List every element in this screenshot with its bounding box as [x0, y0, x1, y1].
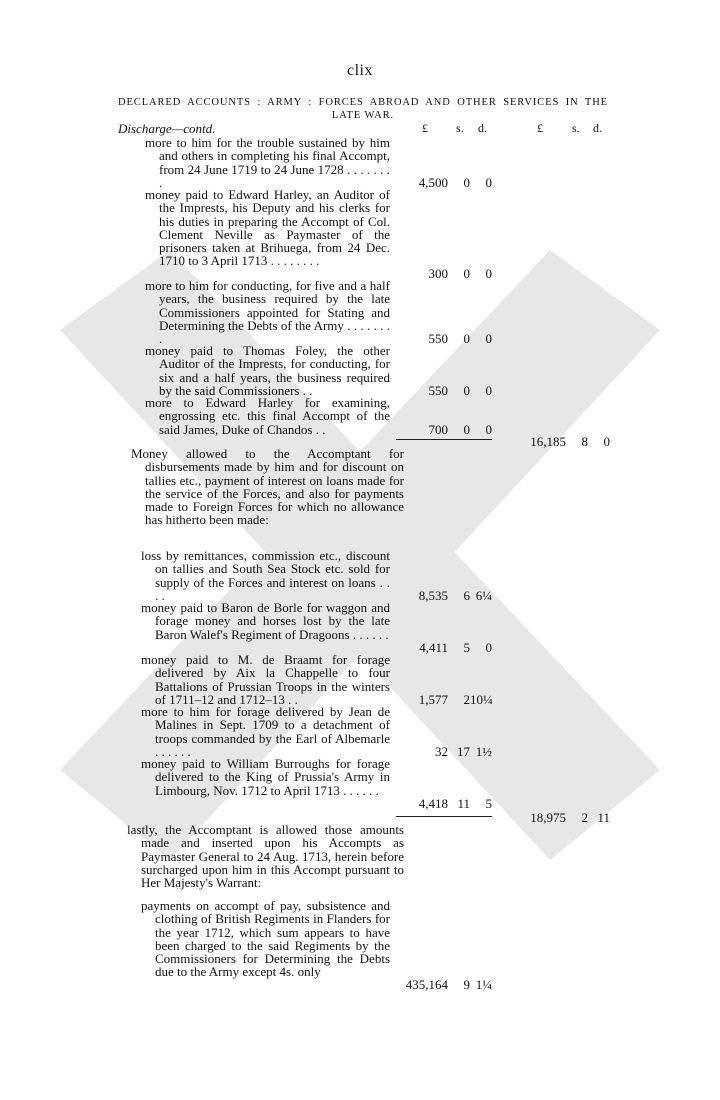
entry-pounds: 550: [428, 331, 448, 346]
total-pence: 0: [603, 434, 610, 449]
total-pounds: 18,975: [530, 810, 566, 825]
entry-text: money paid to Baron de Borle for waggon and forage money and horses lost by the late Baron Walef's Regiment of Dragoons . . . . . .: [141, 600, 390, 642]
entry-pence: 5: [485, 796, 492, 811]
entry-pounds: 4,500: [418, 175, 448, 190]
entry-shillings: 17: [457, 744, 470, 759]
entry-text: more to him for the trouble sustained by him and others in completing his final Accompt, from 24 June 1719 to 24 June 1728 . . . . . . . .: [145, 135, 390, 190]
entry-pence: 0: [485, 383, 492, 398]
entry-shillings: 2: [463, 692, 470, 707]
entry-pence: 0: [485, 175, 492, 190]
entry-pence: 1½: [475, 744, 492, 759]
entry-text: payments on accompt of pay, subsistence and clothing of British Regiments in Flanders for the year 1712, which sum appears to have been charged to the said Regiments by the Commissioners for Determining the Debts due to the Army except 4s. only: [141, 898, 390, 980]
entry-pence: 0: [485, 422, 492, 437]
column-header-total-pence: d.: [593, 121, 602, 135]
entry-shillings: 0: [463, 331, 470, 346]
column-header-total-pounds: £: [537, 121, 543, 135]
section-paragraph: Money allowed to the Accomptant for disbursements made by him and for discount on tallies etc., payment of interest on loans made for the service of the Forces, and also for payments made to Foreign Forces for which no allowance has hitherto been made:: [131, 446, 404, 528]
entry-shillings: 11: [457, 796, 470, 811]
entry-shillings: 5: [463, 640, 470, 655]
entry-pounds: 700: [428, 422, 448, 437]
entry-pounds: 1,577: [418, 692, 448, 707]
column-header-pounds: £: [422, 121, 428, 135]
entry-pounds: 300: [428, 266, 448, 281]
subtotal-rule: [396, 816, 492, 817]
entry-pounds: 8,535: [418, 588, 448, 603]
entry-pounds: 4,411: [419, 640, 448, 655]
entry-text: money paid to William Burroughs for forage delivered to the King of Prussia's Army in Limbourg, Nov. 1712 to April 1713 . . . . . .: [141, 756, 390, 798]
entry-pounds: 32: [435, 744, 448, 759]
subtotal-rule: [396, 439, 492, 440]
section-paragraph: lastly, the Accomptant is allowed those amounts made and inserted upon his Accompts as Paymaster General to 24 Aug. 1713, herein before surcharged upon him in this Accompt pursuant to Her Majesty's Warrant:: [127, 822, 404, 891]
entry-shillings: 0: [463, 383, 470, 398]
entry-text: loss by remittances, commission etc., discount on tallies and South Sea Stock etc. sold for supply of the Forces and interest on loans . . . .: [141, 548, 390, 603]
entry-text: money paid to M. de Braamt for forage delivered by Aix la Chappelle to four Battalions of Prussian Troops in the winters of 1711–12 and 1712–13 . .: [141, 652, 390, 707]
column-header-pence: d.: [478, 121, 487, 135]
entry-pounds: 550: [428, 383, 448, 398]
total-pence: 11: [597, 810, 610, 825]
entry-shillings: 0: [463, 266, 470, 281]
total-shillings: 2: [581, 810, 588, 825]
entry-pence: 6¼: [475, 588, 492, 603]
total-shillings: 8: [581, 434, 588, 449]
entry-pounds: 4,418: [418, 796, 448, 811]
entry-shillings: 9: [463, 977, 470, 992]
page-number: clix: [347, 62, 373, 79]
entry-text: money paid to Thomas Foley, the other Auditor of the Imprests, for conducting, for six and a half years, the business required by the said Commissioners . .: [145, 343, 390, 398]
column-header-total-shillings: s.: [572, 121, 580, 135]
entry-pence: 10¼: [470, 692, 493, 707]
entry-pence: 0: [485, 331, 492, 346]
section-label: Discharge—contd.: [118, 121, 216, 136]
total-pounds: 16,185: [530, 434, 566, 449]
running-head: DECLARED ACCOUNTS : ARMY : FORCES ABROAD AND OTHER SERVICES IN THE LATE WAR.: [118, 97, 608, 121]
entry-pence: 0: [485, 640, 492, 655]
entry-text: more to him for conducting, for five and a half years, the business required by the late Commissioners appointed for Stating and Determining the Debts of the Army . . . . . . . .: [145, 278, 390, 347]
entry-shillings: 0: [463, 422, 470, 437]
entry-text: more to Edward Harley for examining, engrossing etc. this final Accompt of the said James, Duke of Chandos . .: [145, 395, 390, 437]
entry-text: money paid to Edward Harley, an Auditor of the Imprests, his Deputy and his clerks for his duties in preparing the Accompt of Col. Clement Neville as Paymaster of the prisoners taken at Brihuega, from 24 Dec. 1710 to 3 April 1713 . . . . . . . .: [145, 187, 390, 269]
entry-shillings: 6: [463, 588, 470, 603]
entry-pence: 0: [485, 266, 492, 281]
column-header-shillings: s.: [456, 121, 464, 135]
entry-pence: 1¼: [475, 977, 492, 992]
entry-shillings: 0: [463, 175, 470, 190]
entry-pounds: 435,164: [405, 977, 448, 992]
entry-text: more to him for forage delivered by Jean de Malines in Sept. 1709 to a detachment of troops commanded by the Earl of Albemarle . . . . . .: [141, 704, 390, 759]
